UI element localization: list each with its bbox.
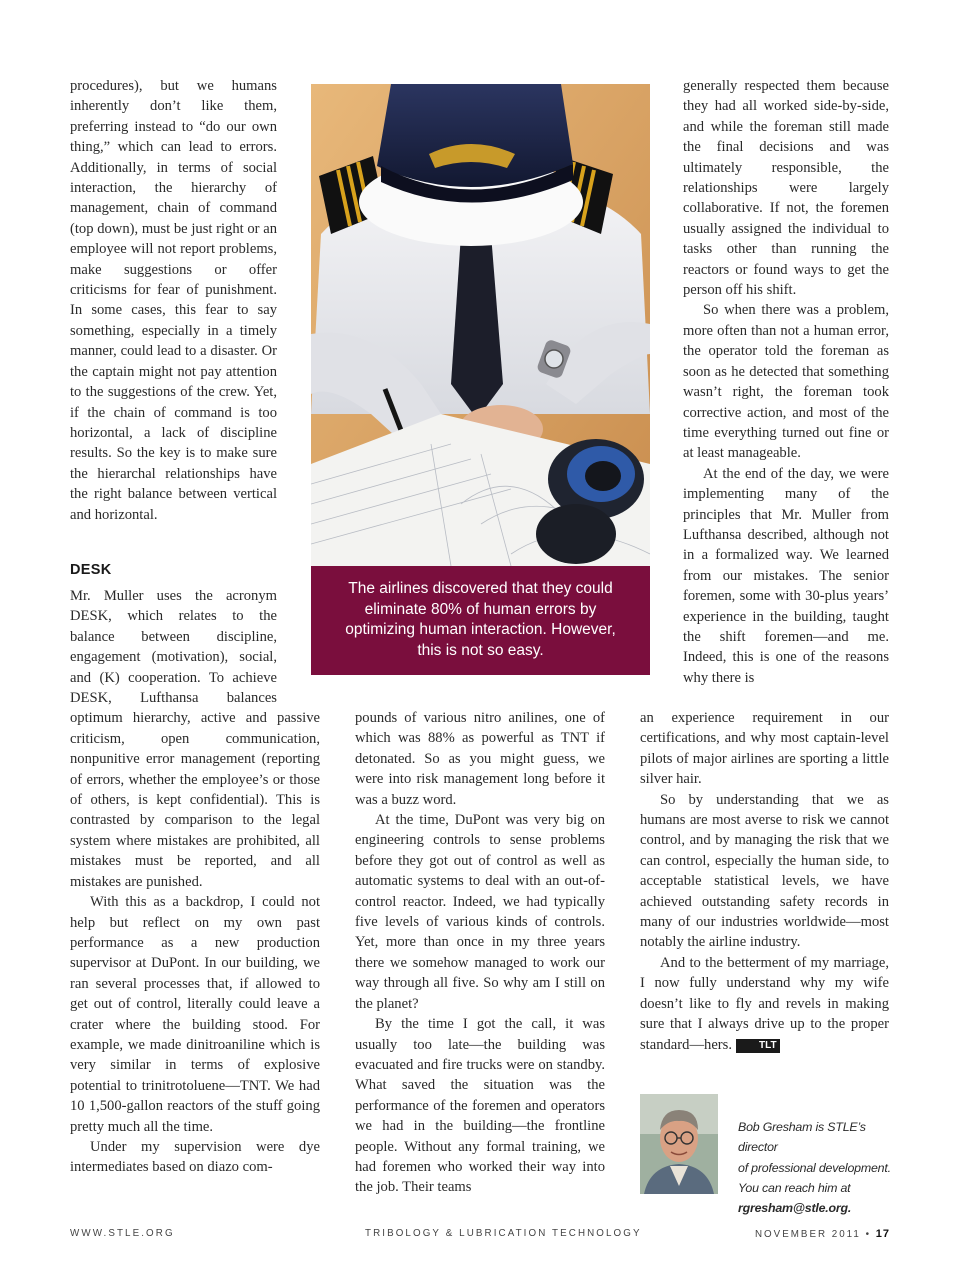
author-bio-line: You can reach him at [738,1180,851,1195]
closing-paragraph [640,953,889,1055]
paragraph: generally respected them because they had all worked side-by-side, and while the foreman still made the final decisions and was ultimately responsible, the relationships were largely collaborative. If not, the foremen usually assigned the individual to tasks other than running the reactors or found ways to get the person off his shift. [683,78,889,299]
paragraph: At the end of the day, we were implementing many of the principles that Mr. Muller from Lufthansa described, although not in a formalized way. We learned from our mistakes. The senior foremen, some with 30-plus years’ experience in the building, taught the shift foremen—and me. Indeed, this is one of the reasons why there is [683,465,889,686]
paragraph: pounds of various nitro anilines, one of which was 88% as powerful as TNT if detonated. So as you might guess, we were into risk management long before it was a buzz word. [355,710,605,808]
pilot-photo [311,84,650,566]
closing-text: And to the betterment of my marriage, I now fully understand why my wife doesn’t like to fly and revels in making sure that I always drive up to the proper standard—hers. [640,954,889,1053]
paragraph: So when there was a problem, more often than not a human error, the operator told the foreman as soon as he detected that something wasn’t right, the foreman took corrective action, and most of the time everything turned out fine or at least manageable. [683,302,889,462]
footer-issue-and-page [755,1228,890,1240]
paragraph: Under my supervision were dye intermediates based on diazo com- [70,1138,320,1176]
footer-separator: • [865,1229,872,1240]
article-column-1-bottom [70,586,320,1178]
author-bio-line: Bob Gresham is STLE’s director [738,1120,866,1155]
paragraph: With this as a backdrop, I could not help but reflect on my own past performance as a new production supervisor at DuPont. In our building, we ran several processes that, if allowed to get out of control, literally could leave a crater where the building stood. For example, we made dinitroaniline which is very similar in terms of explosive potential to trinitrotoluene—TNT. We had 10 1,500-gallon reactors of the stuff going pretty much all the time. [70,894,320,1135]
author-bio-line: of professional development. [738,1160,891,1175]
footer-issue: NOVEMBER 2011 [754,1229,861,1240]
photo-caption: The airlines discovered that they could eliminate 80% of human errors by optimizing human interaction. However, this is not so easy. [311,566,650,675]
article-column-2 [355,708,605,1198]
author-photo [640,1094,718,1194]
end-mark-badge: TLT [736,1039,780,1053]
section-heading: DESK [70,562,112,578]
footer-website-link[interactable]: WWW.STLE.ORG [70,1228,175,1239]
paragraph-lead-text: Mr. Muller uses the acronym DESK, which relates to the balance between discipline, engagement (motivation), social, and (K) cooperation. To achieve DESK, Lufthansa balances optimum hierarchy, active and passive criticism, open communication, nonpunitive error management (reporting of errors, whether the employee’s or those of others, is kept confidential). This is contrasted by comparison to the legal system where mistakes are prohibited, all mistakes must be reported, and all mistakes are punished. [70,588,320,890]
paragraph: At the time, DuPont was very big on engineering controls to sense problems before they got out of control as well as automatic systems to deal with an out-of-control reactor. Indeed, we had typically five levels of various kinds of controls. Yet, more than once in my three years there we somehow managed to work our way through all five. So why am I still on the planet? [355,812,605,1012]
author-bio [738,1117,908,1218]
paragraph: an experience requirement in our certifications, and why most captain-level pilots of major airlines are sporting a little silver hair. [640,710,889,788]
paragraph: By the time I got the call, it was usually too late—the building was evacuated and fire trucks were on standby. What saved the situation was the performance of the foremen and operators we had in the building—the frontline people. Without any formal training, we had foremen who worked their way into the job. Their teams [355,1016,605,1196]
article-column-1-top [70,76,277,525]
footer-publication: TRIBOLOGY & LUBRICATION TECHNOLOGY [365,1228,642,1239]
page-number: 17 [875,1228,890,1240]
author-email-link[interactable]: rgresham@stle.org. [738,1201,852,1216]
article-column-3-bottom [640,708,889,1055]
paragraph: So by understanding that we as humans are most averse to risk we cannot control, and by managing the risk that we can control, especially the human side, to acceptable statistical levels, we have achieved outstanding safety records in many of our industries worldwide—most notably the airline industry. [640,791,889,951]
paragraph: procedures), but we humans inherently don’t like them, preferring instead to “do our own thing,” which can lead to errors. Additionally, in terms of social interaction, the hierarchy of management, chain of command (top down), must be just right or an employee will not report problems, make suggestions or offer criticisms for fear of punishment. In some cases, this fear to say something, especially in a timely manner, could lead to a disaster. Or the captain might not pay attention to the suggestions of the crew. Yet, if the chain of command is too horizontal, a lack of discipline results. So the key is to make sure the hierarchal relationships have the right balance between vertical and horizontal. [70,78,277,523]
article-column-3-top [683,76,889,688]
